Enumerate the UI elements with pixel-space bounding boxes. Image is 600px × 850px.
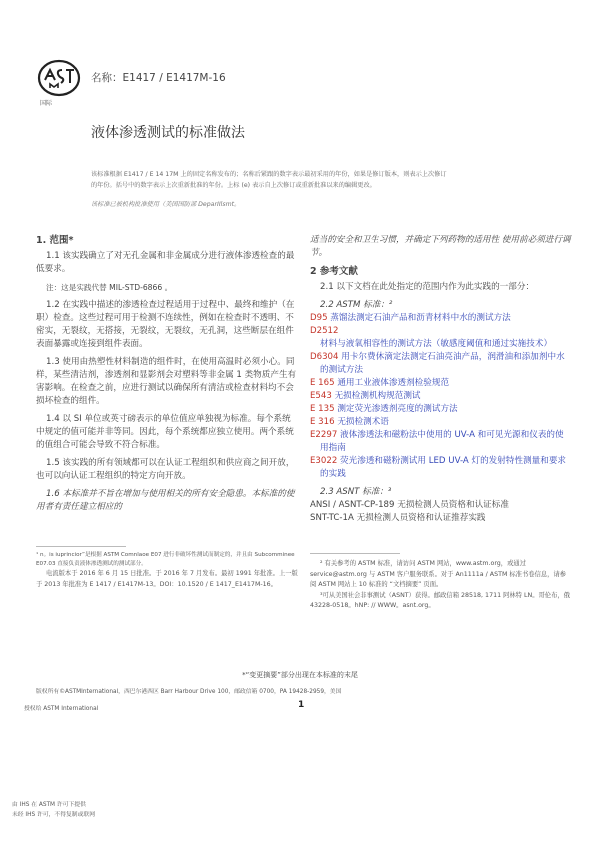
paragraph-2-2: 2.2 ASTM 标准：² bbox=[320, 300, 393, 310]
reference-item[interactable]: D95 蒸馏法测定石油产品和沥青材料中水的测试方法 bbox=[310, 313, 511, 323]
paragraph-1-4: 1.4 以 SI 单位或英寸磅表示的单位值应单独视为标准。每个系统中规定的值可能并非等同。因此，每个系统都应独立使用。两个系统的值组合可能会导致不符合标准。 bbox=[36, 414, 294, 450]
change-summary-note: *“变更摘要”部分出现在本标准的末尾 bbox=[242, 671, 358, 679]
intro-line: 的年份。括号中的数字表示上次重新批准的年份。上标 (e) 表示自上次修订或重新批准以来的编辑更改。 bbox=[91, 182, 376, 189]
astm-reference-list bbox=[310, 312, 572, 481]
reference-item[interactable]: E 165 通用工业液体渗透剂检验规范 bbox=[310, 378, 450, 388]
safety-continuation: 适当的安全和卫生习惯，并确定下列药物的适用性 使用前必须进行调节。 bbox=[310, 235, 571, 258]
note: 注：这是实践代替 MIL-STD-6866 。 bbox=[46, 283, 173, 292]
license-line: 授权给 ASTM International bbox=[24, 706, 99, 712]
standard-designation: 名称：E1417 / E1417M-16 bbox=[91, 72, 226, 84]
reference-item[interactable]: D2512 材料与液氧相容性的测试方法（敏感度阈值和通过实施技术） bbox=[310, 326, 553, 349]
paragraph-1-6: 1.6 本标准并不旨在增加与使用相关的所有安全隐患。本标准的使用者有责任建立相应的 bbox=[36, 489, 295, 512]
intro-line: 该标准根据 E1417 / E 14 17M 上的固定名称发布的；名称后紧跟的数字表示最初采用的年份，如果是修订版本，则表示上次修订 bbox=[91, 171, 447, 178]
paragraph-1-1: 1.1 该实践确立了对无孔金属和非金属成分进行液体渗透检查的最低要求。 bbox=[36, 251, 295, 274]
paragraph-1-5: 1.5 该实践的所有领域都可以在认证工程组织和供应商之间开放，也可以向认证工程组织的特定方向开放。 bbox=[36, 458, 295, 481]
page-title: 液体渗透测试的标准做法 bbox=[91, 125, 245, 141]
asnt-item: SNT-TC-1A 无损检测人员资格和认证推荐实践 bbox=[310, 513, 486, 523]
right-footnotes bbox=[310, 559, 572, 612]
provider-line: 由 IHS 在 ASTM 许可下提供 bbox=[12, 802, 86, 808]
footnote-separator bbox=[36, 546, 126, 547]
left-column bbox=[36, 234, 298, 514]
footnote-1: ¹ n。is iuprincior”是根据 ASTM Comnlaoe E07 进行非破坏性测试而制定的，并且由 Subcomminee E07.03 直接负责液体渗透测试的测试部分。 bbox=[36, 552, 295, 567]
paragraph-1-2: 1.2 在实践中描述的渗透检查过程适用于过程中、最终和维护（在职）检查。这些过程可用于检测不连续性，例如在检查时不透明、不密实，无裂纹，无搭接，无裂纹，无裂纹，无孔洞，这些断层在组件表面暴露或连接到组件表面。 bbox=[36, 300, 295, 349]
footnote-version: 电流版本于 2016 年 6 月 15 日批准。于 2016 年 7 月发布。最初 1991 年批准。上一版于 2013 年批准为 E 1417 / E1417M-13。DOI：10.1520 / E 1417_E1417M-16。 bbox=[36, 570, 298, 588]
paragraph-2-1: 2.1 以下文档在此处指定的范围内作为此实践的一部分： bbox=[320, 282, 535, 292]
left-footnotes bbox=[36, 551, 298, 590]
paragraph-2-3: 2.3 ASNT 标准：³ bbox=[320, 487, 392, 497]
section-heading-scope: 1. 范围* bbox=[36, 235, 74, 246]
right-column bbox=[310, 234, 572, 525]
logo-subtitle: 国际 bbox=[40, 100, 53, 107]
reference-item[interactable]: E3022 荧光渗透和磁粉测试用 LED UV-A 灯的发射特性测量和要求的实践 bbox=[310, 456, 567, 479]
intro-note bbox=[91, 169, 551, 191]
copyright-line: 版权所有©ASTMInternational，西巴尔港西区 Barr Harbour Drive 100，邮政信箱 0700，PA 19428-2959，美国 bbox=[36, 689, 342, 695]
paragraph-1-3: 1.3 使用由热塑性材料制造的组件时，在使用高温时必须小心。同样，某些清洁剂，渗透剂和显影剂会对塑料等非金属 1 类物质产生有害影响。在检查之前，应进行测试以确保所有清洁或检查材料均不会损坏检查的组件。 bbox=[36, 357, 297, 406]
approval-note: 该标准已被机构批准使用（美国国防部 DeparIIlsmt。 bbox=[91, 201, 241, 208]
reference-item[interactable]: E 316 无损检测术语 bbox=[310, 417, 389, 427]
footnote-2: ² 有关参考的 ASTM 标准，请访问 ASTM 网站，www.astm.org，或通过 service@astm.org 与 ASTM 客户服务联系。对于 An1111a / ASTM 标准书卷信息，请参阅 ASTM 网站上 10 标准的 “文档摘要” 页面。 bbox=[310, 560, 567, 588]
reference-item[interactable]: E2297 液体渗透法和磁粉法中使用的 UV-A 和可见光源和仪表的使用指南 bbox=[310, 430, 564, 453]
footnote-3: ³可从美国社会非事测试（ASNT）获得。邮政信箱 28518, 1711 阿林特 LN。哥伦布，俄 43228-0518。hNP: // WWW。asnt.org。 bbox=[310, 591, 570, 609]
page-number: 1 bbox=[298, 700, 305, 710]
reference-item[interactable]: E543 无损检测机构规范测试 bbox=[310, 391, 421, 401]
reference-item[interactable]: D6304 用卡尔费休滴定法测定石油亮油产品，润滑油和添加剂中水的测试方法 bbox=[310, 352, 565, 375]
asnt-item: ANSI / ASNT-CP-189 无损检测人员资格和认证标准 bbox=[310, 500, 509, 510]
reproduction-line: 未经 IHS 许可，不得复制或联网 bbox=[12, 812, 95, 818]
section-heading-references: 2 参考文献 bbox=[310, 266, 358, 277]
footnote-separator bbox=[310, 553, 400, 554]
reference-item[interactable]: E 135 测定荧光渗透剂亮度的测试方法 bbox=[310, 404, 458, 414]
asnt-reference-list bbox=[310, 499, 572, 525]
